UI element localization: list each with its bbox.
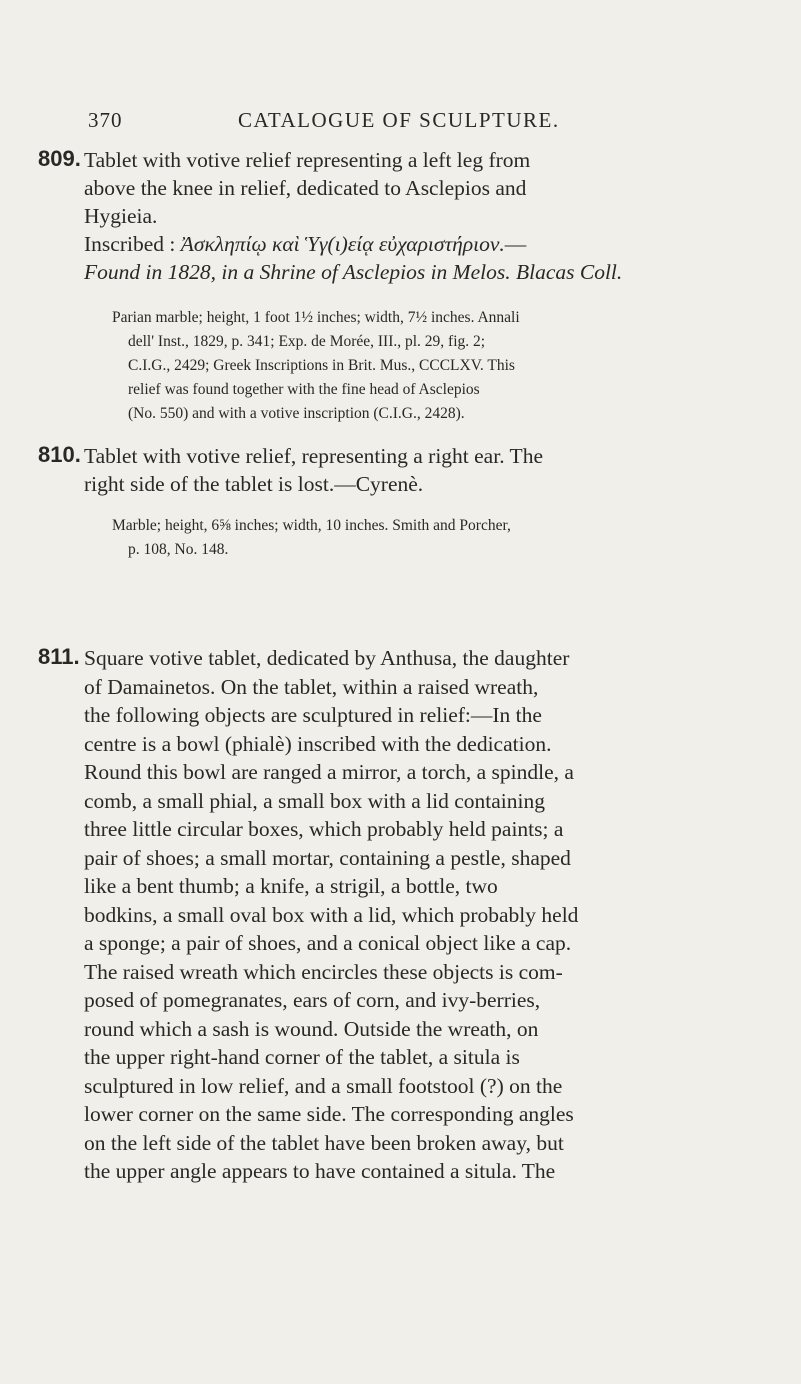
entry-line: the upper angle appears to have contained a situla. The (84, 1159, 556, 1183)
page-number: 370 (88, 108, 123, 132)
entry-line: lower corner on the same side. The corresponding angles (84, 1102, 574, 1126)
entry-line: round which a sash is wound. Outside the wreath, on (84, 1016, 539, 1041)
entry-line: the following objects are sculptured in relief:—In the (84, 703, 542, 727)
entry-line: of Damainetos. On the tablet, within a raised wreath, (84, 674, 539, 699)
entry-line: Round this bowl are ranged a mirror, a torch, a spindle, a (84, 760, 574, 784)
entry-number: 811. (38, 644, 80, 669)
find-text: Found in 1828, in a Shrine of Asclepios in Melos. (84, 260, 511, 284)
entry-line: centre is a bowl (phialè) inscribed with the dedication. (84, 731, 552, 756)
entry-line: pair of shoes; a small mortar, containing a pestle, shaped (84, 845, 571, 870)
entry-number: 809. (38, 146, 81, 171)
entry-line: like a bent thumb; a knife, a strigil, a bottle, two (84, 874, 498, 898)
entry-line: Tablet with votive relief, representing a right ear. The (84, 444, 543, 468)
entry-line: posed of pomegranates, ears of corn, and ivy-berries, (84, 988, 541, 1012)
entry-line: three little circular boxes, which probably held paints; a (84, 817, 564, 841)
entry-line: Square votive tablet, dedicated by Anthusa, the daughter (84, 646, 570, 670)
note-line: Marble; height, 6⅝ inches; width, 10 inches. Smith and Porcher, (112, 517, 511, 534)
entry-line: Hygieia. (84, 204, 158, 228)
note-line: C.I.G., 2429; Greek Inscriptions in Brit. Mus., CCCLXV. This (128, 357, 515, 374)
entry-number: 810. (38, 442, 81, 467)
entry-line: above the knee in relief, dedicated to Asclepios and (84, 176, 527, 200)
entry-description (84, 644, 770, 1186)
note-line: (No. 550) and with a votive inscription (C.I.G., 2428). (128, 405, 465, 422)
note-line: relief was found together with the fine head of Asclepios (128, 381, 480, 398)
inscription-line (84, 230, 770, 258)
inscription-label: Inscribed : (84, 232, 181, 256)
inscription-dash: — (504, 232, 527, 256)
find-line (84, 258, 770, 286)
inscription-greek: Ἀσκληπίῳ καὶ Ὑγ(ι)είᾳ εὐχαριστήριον. (180, 232, 505, 256)
entry-line: comb, a small phial, a small box with a lid containing (84, 788, 545, 813)
entry-line: a sponge; a pair of shoes, and a conical object like a cap. (84, 931, 572, 955)
running-title: CATALOGUE OF SCULPTURE. (238, 108, 560, 132)
bibliographic-note (112, 514, 772, 562)
entry-line: right side of the tablet is lost.—Cyrenè. (84, 472, 424, 496)
note-line: dell' Inst., 1829, p. 341; Exp. de Morée, III., pl. 29, fig. 2; (128, 333, 486, 350)
entry-line: sculptured in low relief, and a small footstool (?) on the (84, 1073, 563, 1098)
collection-name: Blacas Coll. (515, 260, 623, 284)
entry-line: bodkins, a small oval box with a lid, which probably held (84, 902, 579, 927)
running-head (88, 108, 728, 138)
bibliographic-note (112, 306, 772, 426)
note-line: p. 108, No. 148. (128, 541, 229, 558)
note-line: Parian marble; height, 1 foot 1½ inches; width, 7½ inches. Annali (112, 309, 520, 326)
entry-line: the upper right-hand corner of the tablet, a situla is (84, 1045, 520, 1069)
entry-line: The raised wreath which encircles these objects is com- (84, 959, 563, 984)
entry-line: Tablet with votive relief representing a left leg from (84, 148, 531, 172)
entry-description (84, 146, 770, 286)
entry-line: on the left side of the tablet have been broken away, but (84, 1130, 564, 1155)
entry-description (84, 442, 770, 498)
